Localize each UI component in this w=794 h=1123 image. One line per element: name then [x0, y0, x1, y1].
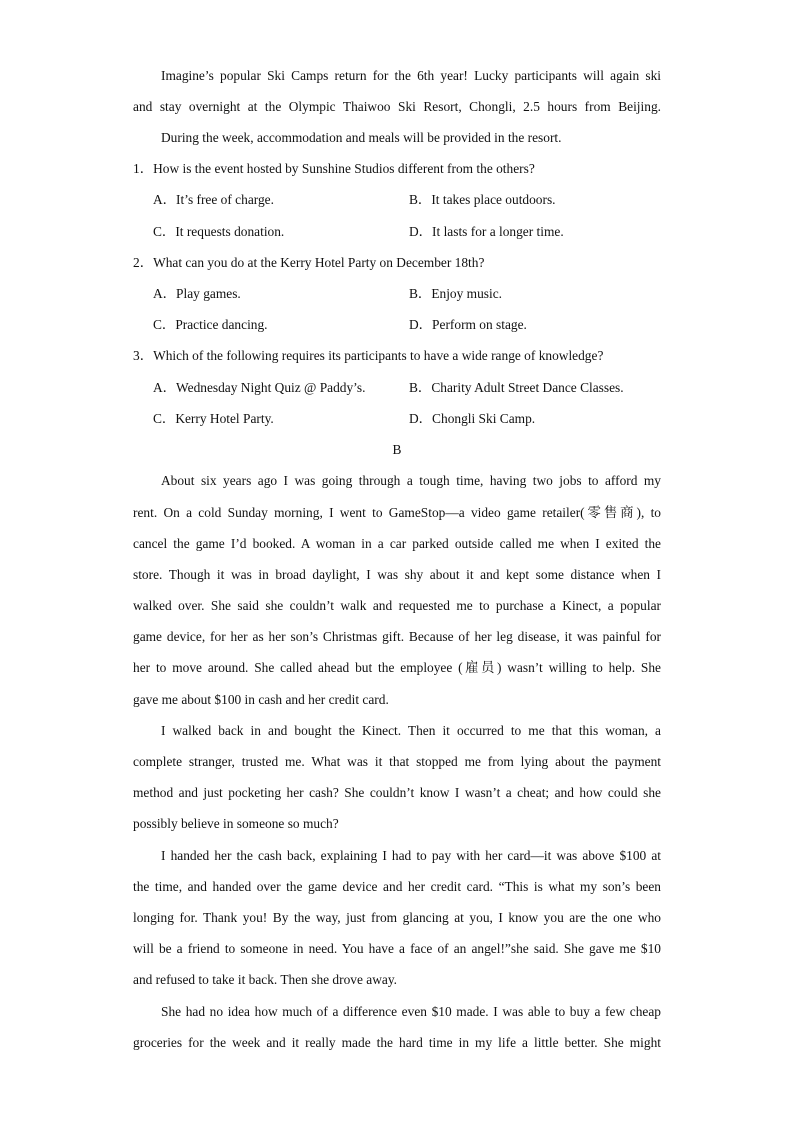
passage-a-paragraph-line: During the week, accommodation and meals will be provided in the resort.	[161, 130, 562, 145]
question-3-option-a: A．Wednesday Night Quiz @ Paddy’s.	[153, 380, 366, 395]
question-2-option-a: A．Play games.	[153, 286, 241, 301]
passage-a-paragraph-line: Imagine’s popular Ski Camps return for the 6th year! Lucky participants will again ski	[161, 68, 661, 83]
passage-b-line: gave me about $100 in cash and her credit card.	[133, 692, 389, 707]
passage-b-line: She had no idea how much of a difference even $10 made. I was able to buy a few cheap	[161, 1004, 661, 1019]
passage-b-line: cancel the game I’d booked. A woman in a car parked outside called me when I exited the	[133, 536, 661, 551]
passage-b-line: longing for. Thank you! By the way, just from glancing at you, I know you are the one who	[133, 910, 661, 925]
question-3-option-b: B．Charity Adult Street Dance Classes.	[409, 380, 624, 395]
passage-b-line: store. Though it was in broad daylight, I was shy about it and kept some distance when I	[133, 567, 661, 582]
question-3-option-d: D．Chongli Ski Camp.	[409, 411, 536, 426]
question-1-option-b: B．It takes place outdoors.	[409, 192, 556, 207]
question-1-option-d: D．It lasts for a longer time.	[409, 224, 564, 239]
passage-b-line: About six years ago I was going through a tough time, having two jobs to afford my	[161, 473, 661, 488]
passage-b-line: groceries for the week and it really made the hard time in my life a little better. She might	[133, 1035, 661, 1050]
question-1-option-a: A．It’s free of charge.	[153, 192, 274, 207]
question-1-stem: 1．How is the event hosted by Sunshine Studios different from the others?	[133, 161, 535, 176]
question-3-option-c: C．Kerry Hotel Party.	[153, 411, 274, 426]
question-2-stem: 2．What can you do at the Kerry Hotel Party on December 18th?	[133, 255, 485, 270]
question-2-option-c: C．Practice dancing.	[153, 317, 268, 332]
question-1-option-c: C．It requests donation.	[153, 224, 285, 239]
passage-b-line: game device, for her as her son’s Christmas gift. Because of her leg disease, it was painful for	[133, 629, 661, 644]
question-2-option-d: D．Perform on stage.	[409, 317, 527, 332]
passage-b-line: her to move around. She called ahead but the employee (雇员) wasn’t willing to help. She	[133, 660, 661, 675]
passage-b-line: possibly believe in someone so much?	[133, 816, 339, 831]
passage-b-line: walked over. She said she couldn’t walk and requested me to purchase a Kinect, a popular	[133, 598, 661, 613]
passage-b-line: rent. On a cold Sunday morning, I went to GameStop—a video game retailer(零售商), to	[133, 505, 661, 520]
question-2-option-b: B．Enjoy music.	[409, 286, 502, 301]
passage-b-line: method and just pocketing her cash? She couldn’t know I wasn’t a cheat; and how could she	[133, 785, 661, 800]
passage-a-paragraph-line: and stay overnight at the Olympic Thaiwoo Ski Resort, Chongli, 2.5 hours from Beijing.	[133, 99, 661, 114]
question-3-stem: 3．Which of the following requires its participants to have a wide range of knowledge?	[133, 348, 604, 363]
passage-b-line: I handed her the cash back, explaining I had to pay with her card—it was above $100 at	[161, 848, 661, 863]
passage-b-line: the time, and handed over the game device and her credit card. “This is what my son’s been	[133, 879, 661, 894]
section-b-heading: B	[392, 442, 402, 457]
passage-b-line: complete stranger, trusted me. What was it that stopped me from lying about the payment	[133, 754, 661, 769]
passage-b-line: will be a friend to someone in need. You have a face of an angel!”she said. She gave me $10	[133, 941, 661, 956]
passage-b-line: I walked back in and bought the Kinect. Then it occurred to me that this woman, a	[161, 723, 661, 738]
passage-b-line: and refused to take it back. Then she drove away.	[133, 972, 397, 987]
